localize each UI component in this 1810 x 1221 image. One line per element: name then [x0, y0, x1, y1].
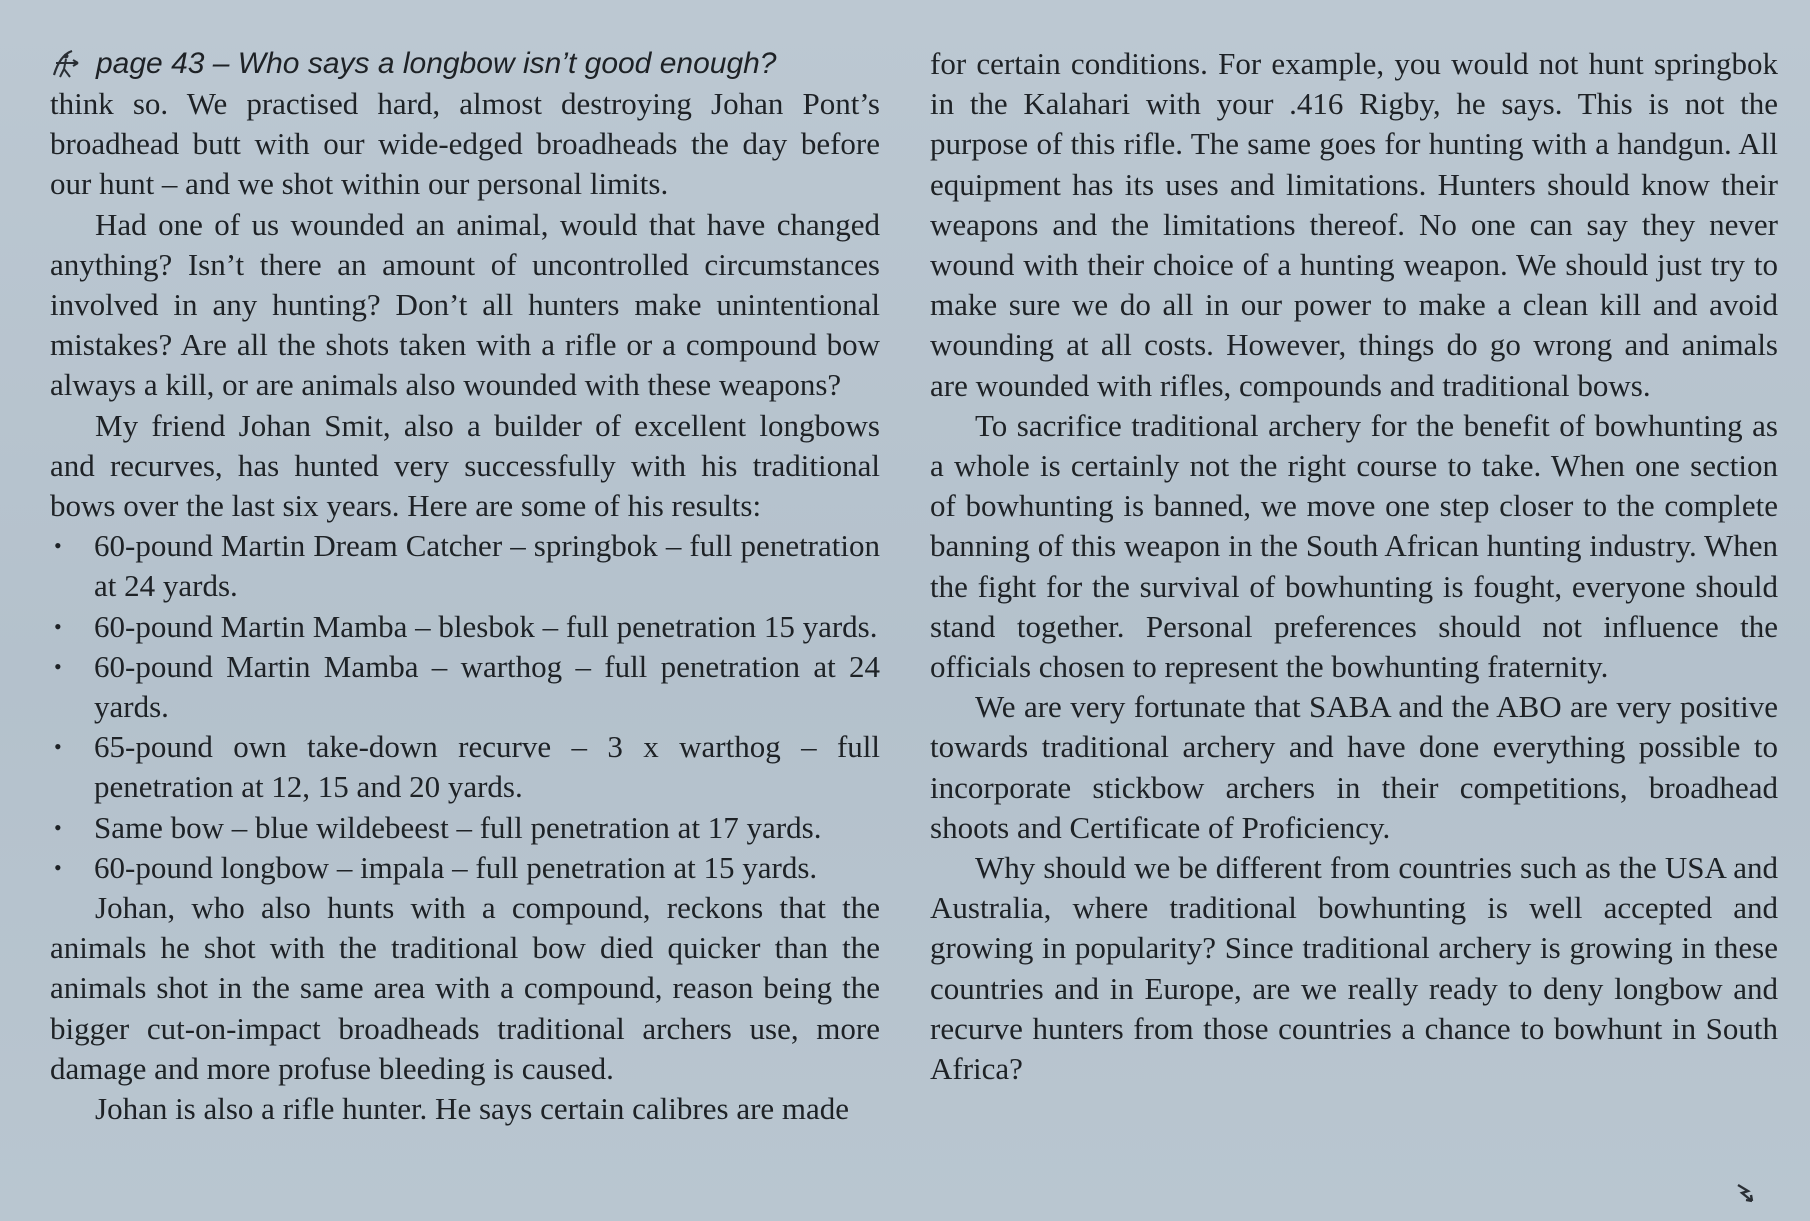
list-item: • 60-pound longbow – impala – full penetration at 15 yards. [50, 848, 880, 888]
bullet-icon: • [54, 613, 62, 639]
list-item: • 65-pound own take-down recurve – 3 x warthog – full penetration at 12, 15 and 20 yards. [54, 729, 880, 805]
bullet-icon: • [54, 854, 62, 880]
right-column [930, 44, 1778, 1089]
right-paragraph-4: Why should we be different from countries such as the USA and Australia, where traditional bowhunting is well accepted and growing in popularity? Since traditional archery is growing in these countries and in Europe, are we really ready to deny longbow and recurve hunters from those countries a chance to bowhunt in South Africa? [930, 850, 1778, 1087]
left-paragraph-2: Had one of us wounded an animal, would that have changed anything? Isn’t there an amount of uncontrolled circumstances involved in any hunting? Don’t all hunters make unintentional mistakes? Are all the shots taken with a rifle or a compound bow always a kill, or are animals also wounded with these weapons? [50, 206, 880, 403]
bullet-icon: • [54, 653, 62, 679]
list-item: • 60-pound Martin Mamba – warthog – full penetration at 24 yards. [54, 648, 880, 725]
list-item: • Same bow – blue wildebeest – full penetration at 17 yards. [50, 808, 880, 848]
archer-icon [50, 49, 90, 79]
left-paragraph-5: Johan is also a rifle hunter. He says certain calibres are made [95, 1091, 850, 1127]
continuation-text: page 43 – Who says a longbow isn’t good enough? [96, 47, 777, 80]
continuation-header [50, 44, 880, 84]
left-paragraph-4: Johan, who also hunts with a compound, reckons that the animals he shot with the traditional bow died quicker than the animals shot in the same area with a compound, reason being the bigger cut-on-impact broadheads traditional archers use, more damage and more profuse bleeding is caused. [50, 890, 880, 1086]
bullet-icon: • [54, 734, 62, 760]
right-paragraph-3: We are very fortunate that SABA and the ABO are very positive towards traditional archery and have done everything possible to incorporate stickbow archers in their competitions, broadhead shoots and Certificate of Proficiency. [930, 689, 1778, 845]
continue-arrow-icon [1732, 1179, 1760, 1207]
left-paragraph-1: think so. We practised hard, almost destroying Johan Pont’s broadhead butt with our wide-edged broadheads the day before our hunt – and we shot within our personal limits. [50, 86, 880, 202]
list-item: • 60-pound Martin Mamba – blesbok – full penetration 15 yards. [50, 607, 880, 647]
list-item: • 60-pound Martin Dream Catcher – springbok – full penetration at 24 yards. [54, 528, 880, 604]
results-list [50, 526, 880, 888]
right-paragraph-1: for certain conditions. For example, you would not hunt springbok in the Kalahari with your .416 Rigby, he says. This is not the purpose of this rifle. The same goes for hunting with a handgun. All equipment has its uses and limitations. Hunters should know their weapons and the limitations thereof. No one can say they never wound with their choice of a hunting weapon. We should just try to make sure we do all in our power to make a clean kill and avoid wounding at all costs. However, things do go wrong and animals are wounded with rifles, compounds and traditional bows. [930, 46, 1778, 403]
bullet-icon: • [54, 533, 62, 559]
right-paragraph-2: To sacrifice traditional archery for the benefit of bowhunting as a whole is certainly not the right course to take. When one section of bowhunting is banned, we move one step closer to the complete banning of this weapon in the South African hunting industry. When the fight for the survival of bowhunting is fought, everyone should stand together. Personal preferences should not influence the officials chosen to represent the bowhunting fraternity. [930, 407, 1778, 685]
left-column [50, 44, 880, 1129]
left-paragraph-3: My friend Johan Smit, also a builder of excellent longbows and recurves, has hunted very successfully with his traditional bows over the last six years. Here are some of his results: [50, 407, 880, 524]
bullet-icon: • [54, 814, 62, 840]
